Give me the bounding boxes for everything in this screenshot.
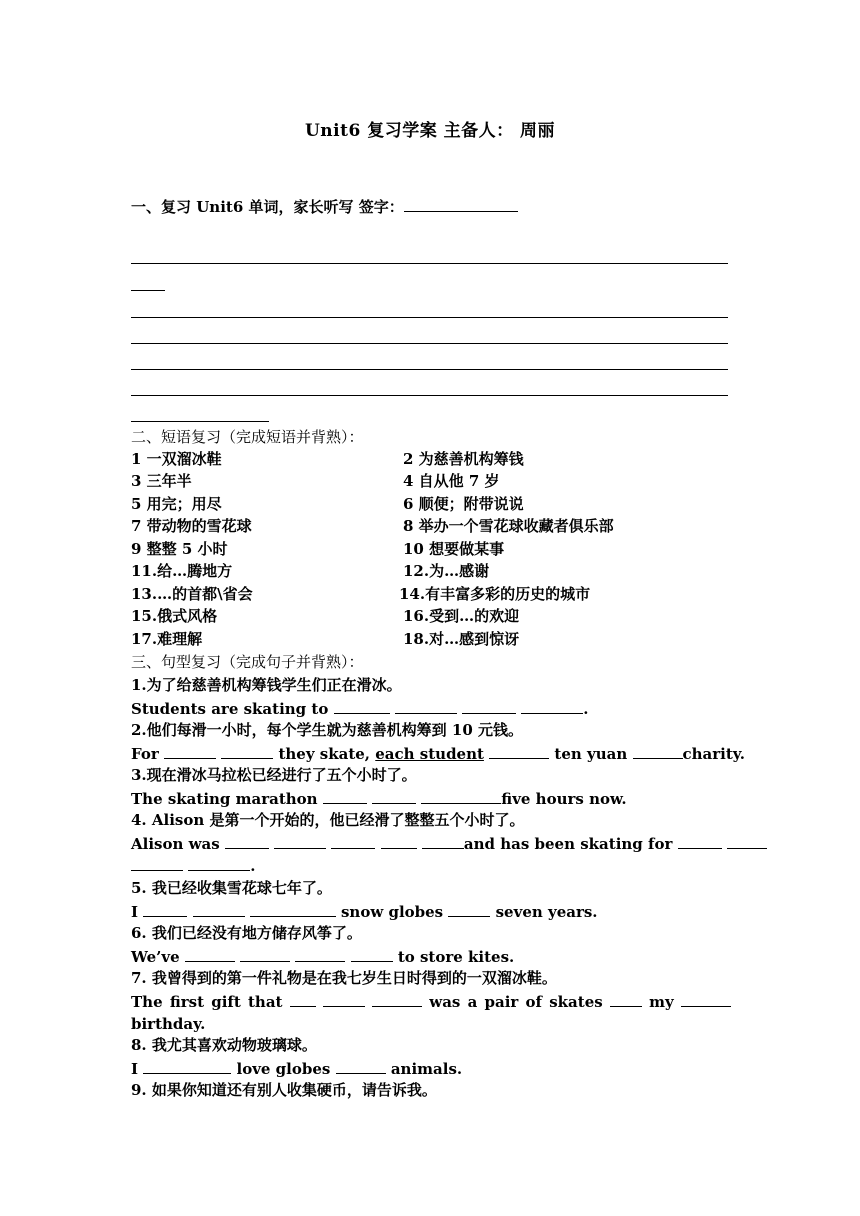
phrase-item: 7 带动物的雪花球 [131, 517, 252, 535]
q6-english [131, 947, 514, 967]
q2-english [131, 744, 745, 764]
q7-word: The [131, 993, 163, 1011]
phrase-item: 16.受到…的欢迎 [403, 607, 520, 625]
phrase-item: 10 想要做某事 [403, 540, 505, 558]
q7-word: my [649, 993, 674, 1011]
q3-english [131, 789, 627, 809]
dictation-line-1-cont[interactable] [131, 290, 165, 291]
phrase-item: 3 三年半 [131, 472, 192, 490]
answer-blank[interactable] [143, 1059, 231, 1074]
answer-blank[interactable] [334, 699, 390, 714]
answer-blank[interactable] [323, 992, 365, 1007]
answer-blank[interactable] [462, 699, 516, 714]
section3-heading: 三、句型复习（完成句子并背熟）： [131, 653, 364, 671]
q7-word: gift [211, 993, 241, 1011]
q7-word: first [169, 993, 205, 1011]
answer-blank[interactable] [465, 789, 501, 804]
q8-text: animals. [390, 1060, 463, 1078]
dictation-line-5[interactable] [131, 395, 728, 396]
q4-text: Alison was [131, 835, 220, 853]
q5-chinese: 5. 我已经收集雪花球七年了。 [131, 879, 332, 897]
answer-blank[interactable] [678, 834, 722, 849]
answer-blank[interactable] [193, 902, 245, 917]
q8-text: love globes [236, 1060, 331, 1078]
answer-blank[interactable] [351, 947, 393, 962]
phrase-item: 11.给…腾地方 [131, 562, 233, 580]
page-title: Unit6 复习学案 主备人： 周丽 [304, 121, 556, 141]
q9-chinese: 9. 如果你知道还有别人收集硬币，请告诉我。 [131, 1081, 437, 1099]
answer-blank[interactable] [250, 902, 336, 917]
q5-text: seven years. [495, 903, 598, 921]
q5-english [131, 902, 598, 922]
phrase-item: 6 顺便；附带说说 [403, 495, 524, 513]
answer-blank[interactable] [240, 947, 290, 962]
q7-chinese: 7. 我曾得到的第一件礼物是在我七岁生日时得到的一双溜冰鞋。 [131, 969, 557, 987]
q2-text: For [131, 745, 159, 763]
q7-word: skates [549, 993, 603, 1011]
answer-blank[interactable] [422, 834, 464, 849]
answer-blank[interactable] [331, 834, 375, 849]
phrase-item: 14.有丰富多彩的历史的城市 [399, 585, 591, 603]
answer-blank[interactable] [164, 744, 216, 759]
answer-blank[interactable] [323, 789, 367, 804]
phrase-item: 18.对…感到惊讶 [403, 630, 520, 648]
q5-text: I [131, 903, 139, 921]
dictation-line-3[interactable] [131, 343, 728, 344]
q4-chinese: 4. Alison 是第一个开始的，他已经滑了整整五个小时了。 [131, 811, 525, 829]
answer-blank[interactable] [381, 834, 417, 849]
q8-chinese: 8. 我尤其喜欢动物玻璃球。 [131, 1036, 317, 1054]
q4-english-cont: . [131, 856, 255, 876]
q3-text: five hours now. [501, 790, 627, 808]
answer-blank[interactable] [395, 699, 457, 714]
q7-word: was [429, 993, 461, 1011]
q2-chinese: 2.他们每滑一小时，每个学生就为慈善机构筹到 10 元钱。 [131, 721, 523, 739]
q2-text: charity. [682, 745, 746, 763]
q5-text: snow globes [340, 903, 444, 921]
dictation-line-2[interactable] [131, 317, 728, 318]
q8-text: I [131, 1060, 139, 1078]
answer-blank[interactable] [681, 992, 731, 1007]
section1-heading-text: 一、复习 Unit6 单词，家长听写 签字： [131, 198, 404, 216]
q1-text: Students are skating to [131, 700, 329, 718]
phrase-item: 4 自从他 7 岁 [403, 472, 500, 490]
phrase-item: 1 一双溜冰鞋 [131, 450, 222, 468]
answer-blank[interactable] [372, 992, 422, 1007]
answer-blank[interactable] [421, 789, 465, 804]
answer-blank[interactable] [633, 744, 683, 759]
answer-blank[interactable] [448, 902, 490, 917]
q2-text: ten yuan [554, 745, 628, 763]
phrase-item: 12.为…感谢 [403, 562, 490, 580]
phrase-item: 13.…的首都\省会 [131, 585, 253, 603]
q7-word: of [525, 993, 542, 1011]
q7-word: pair [484, 993, 519, 1011]
answer-blank[interactable] [274, 834, 326, 849]
phrase-item: 2 为慈善机构筹钱 [403, 450, 524, 468]
answer-blank[interactable] [610, 992, 642, 1007]
q3-chinese: 3.现在滑冰马拉松已经进行了五个小时了。 [131, 766, 417, 784]
q1-english: Students are skating to . [131, 700, 589, 718]
answer-blank[interactable] [295, 947, 345, 962]
answer-blank[interactable] [336, 1059, 386, 1074]
q1-chinese: 1.为了给慈善机构筹钱学生们正在滑冰。 [131, 676, 402, 694]
q7-english [131, 992, 731, 1012]
phrase-item: 9 整整 5 小时 [131, 540, 228, 558]
signature-blank[interactable] [404, 197, 518, 212]
q8-english [131, 1059, 462, 1079]
q7-english-cont: birthday. [131, 1015, 206, 1033]
q2-underlined-text: each student [375, 745, 484, 763]
q4-text: and has been skating for [463, 835, 673, 853]
answer-blank[interactable] [185, 947, 235, 962]
answer-blank[interactable] [143, 902, 187, 917]
q6-text: to store kites. [397, 948, 515, 966]
answer-blank[interactable] [521, 699, 583, 714]
phrase-item: 8 举办一个雪花球收藏者俱乐部 [403, 517, 614, 535]
phrase-item: 15.俄式风格 [131, 607, 218, 625]
answer-blank[interactable] [225, 834, 269, 849]
dictation-line-1[interactable] [131, 263, 728, 264]
answer-blank[interactable] [188, 856, 250, 871]
answer-blank[interactable] [131, 856, 183, 871]
answer-blank[interactable] [489, 744, 549, 759]
q3-text: The skating marathon [131, 790, 318, 808]
answer-blank[interactable] [221, 744, 273, 759]
q6-text: We’ve [131, 948, 180, 966]
phrase-item: 5 用完；用尽 [131, 495, 222, 513]
answer-blank[interactable] [290, 992, 316, 1007]
section1-heading [131, 197, 518, 217]
answer-blank[interactable] [372, 789, 416, 804]
answer-blank[interactable] [727, 834, 767, 849]
q7-word: a [467, 993, 478, 1011]
q6-chinese: 6. 我们已经没有地方储存风筝了。 [131, 924, 362, 942]
dictation-line-5-cont[interactable] [131, 421, 269, 422]
q2-text: they skate, [278, 745, 371, 763]
section2-heading: 二、短语复习（完成短语并背熟）： [131, 428, 364, 446]
q4-english [131, 834, 767, 854]
phrase-row [131, 449, 222, 469]
q7-word: that [248, 993, 283, 1011]
dictation-line-4[interactable] [131, 369, 728, 370]
phrase-item: 17.难理解 [131, 630, 203, 648]
